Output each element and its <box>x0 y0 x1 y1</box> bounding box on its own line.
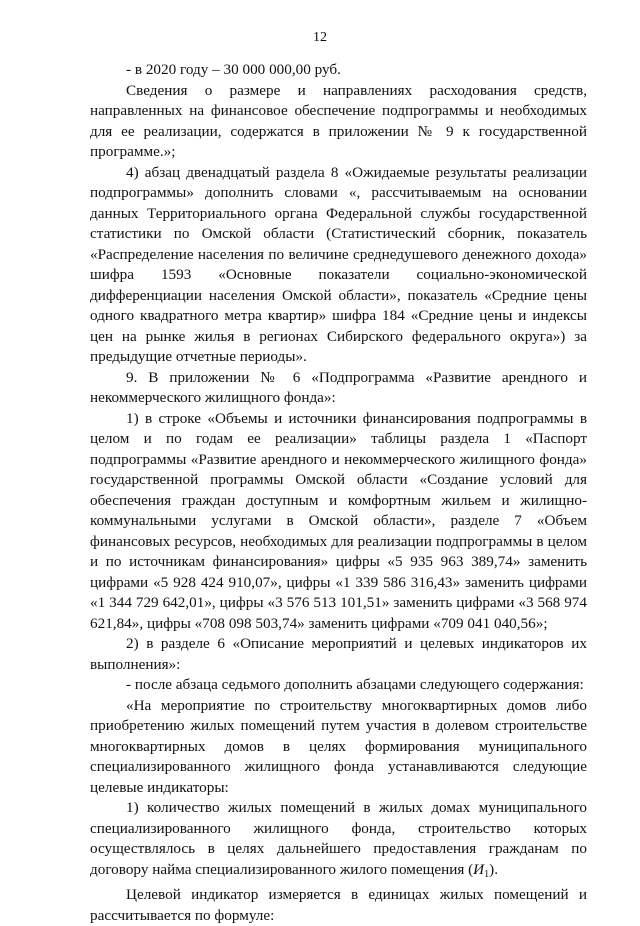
page-number: 12 <box>313 30 327 45</box>
formula-tail: ). <box>489 860 498 878</box>
paragraph-6: 2) в разделе 6 «Описание мероприятий и целевых индикаторов их выполнения»: <box>90 635 587 673</box>
paragraph-9-text: 1) количество жилых помещений в жилых домах муниципального специализированного жилищного фонда, строительство которых осуществлялось в целях дальнейшего предоставления гражданам по договору найма специализированного жилого помещения ( <box>90 799 587 878</box>
formula-symbol: И <box>473 860 485 878</box>
paragraph-8: «На мероприятие по строительству многоквартирных домов либо приобретению жилых помещений путем участия в долевом строительстве многоквартирных домов в целях формирования муниципального специализированного жилищного фонда устанавливаются следующие целевые индикаторы: <box>90 696 587 796</box>
paragraph-4: 9. В приложении № 6 «Подпрограмма «Развитие арендного и некоммерческого жилищного фонда»: <box>90 368 587 406</box>
paragraph-1: - в 2020 году – 30 000 000,00 руб. <box>126 61 341 78</box>
paragraph-2: Сведения о размере и направлениях расходования средств, направленных на финансовое обеспечение подпрограммы и необходимых для ее реализации, содержатся в приложении № 9 к государственной программе.»; <box>90 81 587 160</box>
paragraph-3: 4) абзац двенадцатый раздела 8 «Ожидаемые результаты реализации подпрограммы» дополнить словами «, рассчитываемым на основании данных Территориального органа Федеральной службы государственной статистики по Омской области (Статистический сборник, показатель «Распределение населения по величине среднедушевого денежного дохода» шифра 1593 «Основные показатели социально-экономической дифференциации населения Омской области», показатель «Средние цены одного квадратного метра квартир» шифра 184 «Средние цены и индексы цен на рынке жилья в регионах Сибирского федерального округа») за предыдущие отчетные периоды». <box>90 163 587 365</box>
formula-subscript: 1 <box>484 868 490 880</box>
paragraph-7: - после абзаца седьмого дополнить абзацами следующего содержания: <box>126 676 584 693</box>
document-body <box>90 60 587 926</box>
paragraph-5: 1) в строке «Объемы и источники финансирования подпрограммы в целом и по годам ее реализации» таблицы раздела 1 «Паспорт подпрограммы «Развитие арендного и некоммерческого жилищного фонда» государственной программы Омской области «Создание условий для обеспечения граждан доступным и комфортным жильем и жилищно-коммунальными услугами в Омской области», разделе 7 «Объем финансовых ресурсов, необходимых для реализации подпрограммы в целом и по источникам финансирования» цифры «5 935 963 389,74» заменить цифрами «5 928 424 910,07», цифры «1 339 586 316,43» заменить цифрами «1 344 729 642,01», цифры «3 576 513 101,51» заменить цифрами «3 568 974 621,84», цифры «708 098 503,74» заменить цифрами «709 041 040,56»; <box>90 409 587 632</box>
paragraph-9 <box>90 798 587 885</box>
paragraph-10: Целевой индикатор измеряется в единицах жилых помещений и рассчитывается по формуле: <box>90 886 587 924</box>
